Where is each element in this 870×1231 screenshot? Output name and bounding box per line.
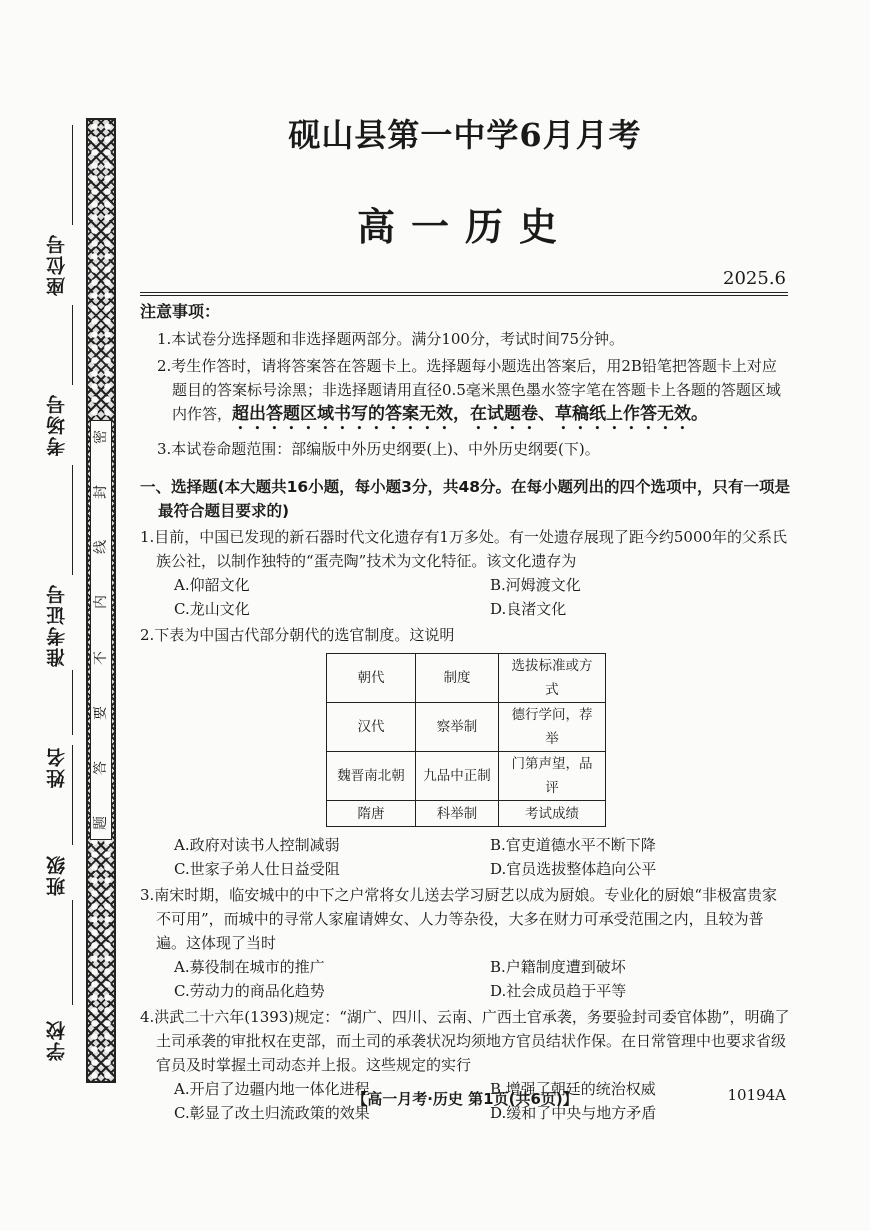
- header-rule: [140, 292, 788, 293]
- question-4-option-b: B.增强了朝廷的统治权威: [490, 1080, 656, 1098]
- notice-item-2-text: 2.考生作答时，请将答案答在答题卡上。选择题每小题选出答案后，用2B铅笔把答题卡上对应题目的答案标号涂黑；非选择题请用直径0.5毫米黑色墨水签字笔在答题卡上各题的答题区域内作答，: [157, 357, 781, 423]
- margin-label-school: 学校: [46, 1019, 68, 1061]
- paper-code: 10194A: [727, 1086, 786, 1104]
- margin-fill-line-room: [72, 305, 73, 385]
- seal-char: 封: [93, 485, 109, 500]
- table-cell: 门第声望，品评: [499, 752, 606, 801]
- question-2-option-d: D.官员选拔整体趋向公平: [490, 860, 657, 878]
- question-3-stem: 3.南宋时期，临安城中的中下之户常将女儿送去学习厨艺以成为厨娘。专业化的厨娘“非极富贵家不可用”，而城中的寻常人家雇请婢女、人力等杂役，大多在财力可承受范围之内，且较为普遍。这体现了当时: [140, 886, 777, 952]
- question-2-option-a: A.政府对读书人控制减弱: [174, 836, 340, 854]
- table-cell: 魏晋南北朝: [327, 752, 416, 801]
- margin-label-seat: 座位号: [46, 233, 68, 297]
- margin-fill-line-class: [72, 745, 73, 845]
- table-cell: 九品中正制: [416, 752, 499, 801]
- margin-label-room: 考场号: [46, 393, 68, 457]
- margin-fill-line-exam-id: [72, 465, 73, 575]
- page-footer: 【高一月考·历史 第1页(共6页)】: [352, 1090, 578, 1108]
- question-3-option-b: B.户籍制度遭到破坏: [490, 958, 626, 976]
- table-row: [327, 801, 606, 827]
- notice-heading: 注意事项：: [140, 302, 221, 321]
- notice-item-3: 3.本试卷命题范围：部编版中外历史纲要(上)、中外历史纲要(下)。: [157, 440, 600, 458]
- question-2-option-b: B.官吏道德水平不断下降: [490, 836, 656, 854]
- seal-char: 线: [93, 540, 109, 555]
- subject-title: 高一历史: [356, 205, 573, 249]
- table-header-cell: 制度: [416, 654, 499, 703]
- selection-system-table: [326, 653, 606, 827]
- question-3-option-a: A.募役制在城市的推广: [174, 958, 325, 976]
- margin-fill-line-name: [72, 670, 73, 735]
- margin-fill-line-school: [72, 900, 73, 1005]
- question-4-option-d: D.缓和了中央与地方矛盾: [490, 1104, 657, 1122]
- question-1-options: [140, 573, 790, 621]
- table-row: [327, 703, 606, 752]
- seal-char: 答: [93, 760, 109, 775]
- table-cell: 科举制: [416, 801, 499, 827]
- table-header-cell: 朝代: [327, 654, 416, 703]
- table-header-cell: 选拔标准或方式: [499, 654, 606, 703]
- question-2-stem: 2.下表为中国古代部分朝代的选官制度。这说明: [140, 626, 455, 644]
- margin-label-name: 姓名: [46, 746, 68, 789]
- seal-char: 密: [93, 430, 109, 445]
- margin-label-exam-id: 准考证号: [46, 583, 68, 667]
- seal-char: 要: [93, 705, 109, 720]
- table-row: [327, 752, 606, 801]
- question-2-option-c: C.世家子弟人仕日益受阻: [174, 860, 340, 878]
- question-1-option-a: A.仰韶文化: [174, 576, 250, 594]
- table-cell: 考试成绩: [499, 801, 606, 827]
- question-1-option-b: B.河姆渡文化: [490, 576, 581, 594]
- section-heading: 一、选择题(本大题共16小题，每小题3分，共48分。在每小题列出的四个选项中，只有一项是最符合题目要求的): [140, 478, 791, 520]
- seal-char: 不: [93, 650, 109, 665]
- question-1-option-c: C.龙山文化: [174, 600, 250, 618]
- question-4-option-c: C.彰显了改土归流政策的效果: [174, 1104, 370, 1122]
- seal-char: 题: [93, 816, 109, 830]
- question-3-option-d: D.社会成员趋于平等: [490, 982, 627, 1000]
- question-1-option-d: D.良渚文化: [490, 600, 567, 618]
- exam-date: 2025.6: [723, 268, 786, 289]
- margin-fill-line-seat: [72, 125, 73, 225]
- table-header-row: [327, 654, 606, 703]
- exam-title: 砚山县第一中学6月月考: [288, 116, 642, 154]
- header-rule-thin: [140, 295, 788, 296]
- question-3-options: [140, 955, 790, 1003]
- question-1-stem: 1.目前，中国已发现的新石器时代文化遗存有1万多处。有一处遗存展现了距今约5000年的父系氏族公社，以制作独特的“蛋壳陶”技术为文化特征。该文化遗存为: [140, 528, 788, 570]
- question-4-stem: 4.洪武二十六年(1393)规定：“湖广、四川、云南、广西土官承袭，务要验封司委官体勘”，明确了土司承袭的审批权在吏部，而土司的承袭状况均须地方官员结状作保。在日常管理中也要求省级官员及时掌握土司动态并上报。这些规定的实行: [140, 1008, 790, 1074]
- table-cell: 汉代: [327, 703, 416, 752]
- question-2-options: [140, 833, 790, 881]
- exam-content: [140, 300, 790, 1125]
- margin-label-class: 班级: [46, 854, 68, 896]
- seal-line-text: [90, 430, 112, 830]
- table-cell: 德行学问，荐举: [499, 703, 606, 752]
- notice-item-2: [140, 354, 790, 434]
- question-4-option-a: A.开启了边疆内地一体化进程: [174, 1080, 370, 1098]
- seal-char: 内: [93, 595, 109, 610]
- notice-item-1: 1.本试卷分选择题和非选择题两部分。满分100分，考试时间75分钟。: [157, 330, 625, 348]
- notice-item-2-emphasis: 超出答题区域书写的答案无效，在试题卷、草稿纸上作答无效。: [232, 404, 709, 424]
- table-cell: 察举制: [416, 703, 499, 752]
- table-cell: 隋唐: [327, 801, 416, 827]
- question-3-option-c: C.劳动力的商品化趋势: [174, 982, 325, 1000]
